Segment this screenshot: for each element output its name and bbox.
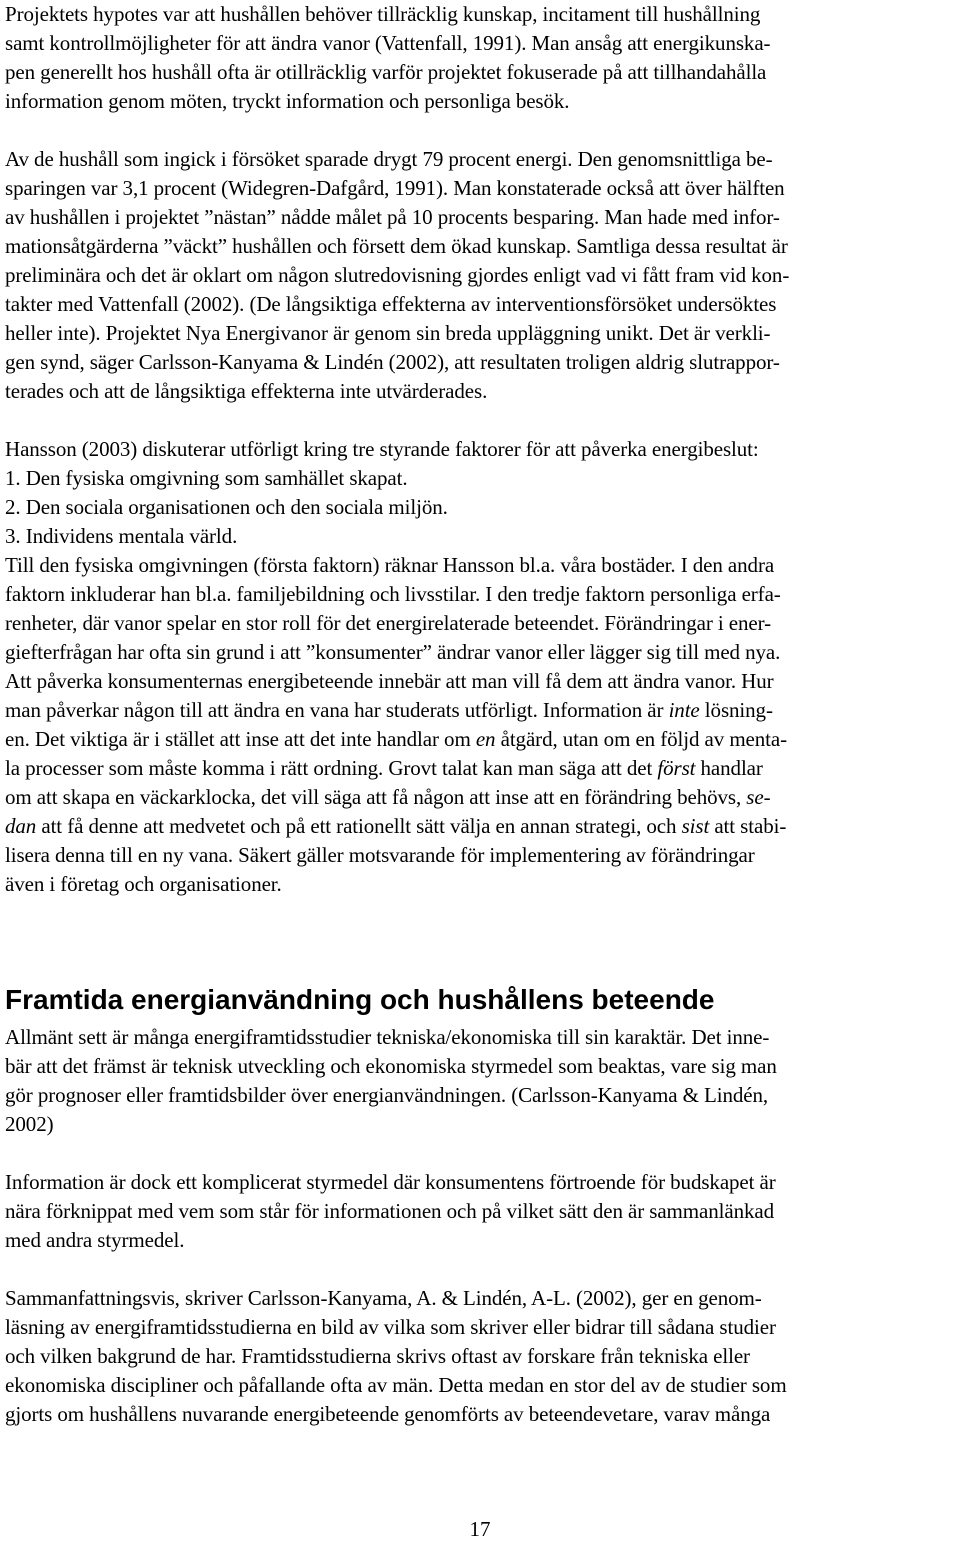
text-run: åtgärd, utan om en följd av menta- [495,727,788,751]
text-line: Hansson (2003) diskuterar utförligt kring tre styrande faktorer för att påverka energibeslut: [5,437,759,461]
text-run: att få denne att medvetet och på ett rationellt sätt välja en annan strategi, och [36,814,682,838]
text-line: mationsåtgärderna ”väckt” hushållen och försett dem ökad kunskap. Samtliga dessa resultat är [5,234,788,258]
list-item: 2. Den sociala organisationen och den sociala miljön. [5,495,448,519]
text-run: handlar [695,756,763,780]
text-line: Information är dock ett komplicerat styrmedel där konsumentens förtroende för budskapet är [5,1170,776,1194]
text-line [5,754,955,783]
section-spacer [5,899,955,977]
emphasis: inte [668,698,700,722]
paragraph-hansson [5,435,955,899]
text-line: preliminära och det är oklart om någon slutredovisning gjordes enligt vad vi fått fram vid kon- [5,263,790,287]
text-line [5,812,955,841]
text-line: och vilken bakgrund de har. Framtidsstudierna skrivs oftast av forskare från tekniska eller [5,1344,750,1368]
text-line: 2002) [5,1112,54,1136]
text-line: faktorn inkluderar han bl.a. familjebildning och livsstilar. I den tredje faktorn personliga erfa- [5,582,781,606]
emphasis: sist [681,814,710,838]
paragraph-spacer [5,406,955,435]
text-line [5,783,955,812]
emphasis: en [475,727,496,751]
text-line: Sammanfattningsvis, skriver Carlsson-Kanyama, A. & Lindén, A-L. (2002), ger en genom- [5,1286,762,1310]
text-line: lisera denna till en ny vana. Säkert gäller motsvarande för implementering av förändringar [5,843,755,867]
paragraph-spacer [5,116,955,145]
emphasis: dan [5,814,37,838]
emphasis: först [657,756,696,780]
text-line: gen synd, säger Carlsson-Kanyama & Lindén (2002), att resultaten troligen aldrig slutrappor- [5,350,780,374]
paragraph-resultat [5,145,955,406]
text-line: samt kontrollmöjligheter för att ändra vanor (Vattenfall, 1991). Man ansåg att energikunska- [5,31,771,55]
text-run: om att skapa en väckarklocka, det vill säga att få någon att inse att en förändring behövs, [5,785,747,809]
text-line: Till den fysiska omgivningen (första faktorn) räknar Hansson bl.a. våra bostäder. I den andra [5,553,775,577]
text-run: lösning- [699,698,773,722]
page-number: 17 [469,1517,491,1541]
paragraph-spacer [5,1255,955,1284]
paragraph-hypotes [5,0,955,116]
text-line: nära förknippat med vem som står för informationen och på vilket sätt den är sammanlänkad [5,1199,775,1223]
list-item: 3. Individens mentala värld. [5,524,238,548]
text-line: av hushållen i projektet ”nästan” nådde målet på 10 procents besparing. Man hade med infor- [5,205,780,229]
text-line: Projektets hypotes var att hushållen behöver tillräcklig kunskap, incitament till hushållning [5,2,761,26]
text-run: en. Det viktiga är i stället att inse att det inte handlar om [5,727,476,751]
text-line [5,696,955,725]
text-line: gjorts om hushållens nuvarande energibeteende genomförts av beteendevetare, varav många [5,1402,771,1426]
text-line: takter med Vattenfall (2002). (De långsiktiga effekterna av interventionsförsöket undersöktes [5,292,777,316]
text-line: även i företag och organisationer. [5,872,282,896]
text-run: man påverkar någon till att ändra en vana har studerats utförligt. Information är [5,698,669,722]
section-heading: Framtida energianvändning och hushållens beteende [5,984,715,1015]
text-line: med andra styrmedel. [5,1228,185,1252]
text-line: terades och att de långsiktiga effekterna inte utvärderades. [5,379,488,403]
text-line: giefterfrågan har ofta sin grund i att ”konsumenter” ändrar vanor eller lägger sig till med nya. [5,640,781,664]
text-line: gör prognoser eller framtidsbilder över energianvändningen. (Carlsson-Kanyama & Lindén, [5,1083,769,1107]
text-line: bär att det främst är teknisk utveckling och ekonomiska styrmedel som beaktas, vare sig man [5,1054,777,1078]
text-line: Allmänt sett är många energiframtidsstudier tekniska/ekonomiska till sin karaktär. Det inne- [5,1025,770,1049]
list-item: 1. Den fysiska omgivning som samhället skapat. [5,466,408,490]
emphasis: se- [746,785,771,809]
paragraph-sammanfattning [5,1284,955,1429]
text-line: ekonomiska discipliner och påfallande ofta av män. Detta medan en stor del av de studier som [5,1373,787,1397]
text-line: pen generellt hos hushåll ofta är otillräcklig varför projektet fokuserade på att tillhandahålla [5,60,767,84]
paragraph-information [5,1168,955,1255]
paragraph-spacer [5,1139,955,1168]
text-line: renheter, där vanor spelar en stor roll för det energirelaterade beteendet. Förändringar i ener- [5,611,771,635]
text-run: att stabi- [709,814,787,838]
text-run: la processer som måste komma i rätt ordning. Grovt talat kan man säga att det [5,756,658,780]
text-line: sparingen var 3,1 procent (Widegren-Dafgård, 1991). Man konstaterade också att över hälften [5,176,785,200]
document-page [5,0,955,1429]
text-line: information genom möten, tryckt information och personliga besök. [5,89,570,113]
text-line [5,725,955,754]
text-line: Av de hushåll som ingick i försöket sparade drygt 79 procent energi. Den genomsnittliga be- [5,147,773,171]
paragraph-framtid [5,1023,955,1139]
text-line: läsning av energiframtidsstudierna en bild av vilka som skriver eller bidrar till sådana studier [5,1315,776,1339]
text-line: Att påverka konsumenternas energibeteende innebär att man vill få dem att ändra vanor. Hur [5,669,774,693]
text-line: heller inte). Projektet Nya Energivanor är genom sin breda uppläggning unikt. Det är verkli- [5,321,771,345]
